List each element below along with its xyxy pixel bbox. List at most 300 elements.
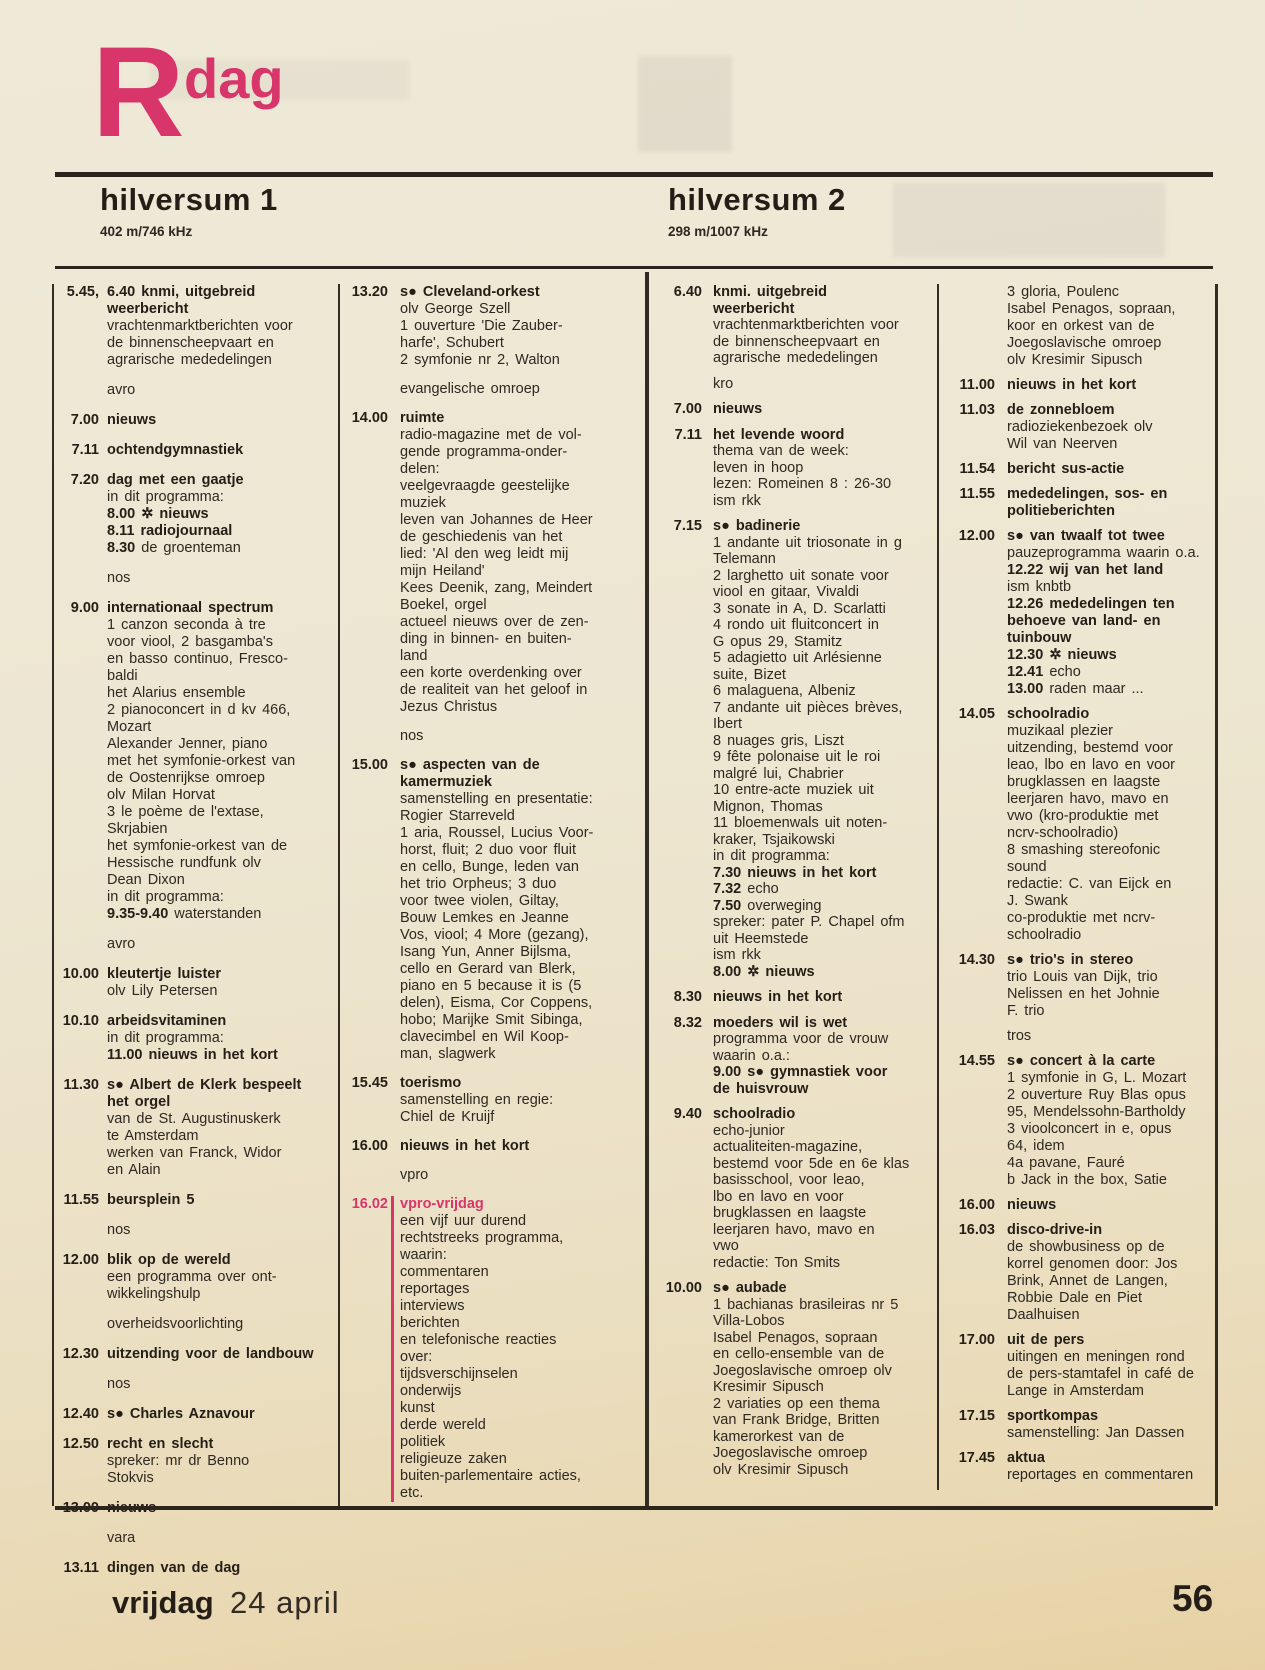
entry-text: suite, Bizet xyxy=(713,666,786,683)
entry-line xyxy=(107,1252,337,1269)
entry-text: het Alarius ensemble xyxy=(107,685,246,701)
entry-line xyxy=(713,700,935,717)
entry-time: 7.00 xyxy=(70,412,99,428)
footer-day: vrijdag xyxy=(112,1585,214,1620)
entry-line xyxy=(107,1145,337,1162)
entry-line xyxy=(400,1230,628,1247)
entry-text: schoolradio xyxy=(1007,927,1082,943)
entry-time: 8.30 xyxy=(673,989,702,1005)
entry-line xyxy=(1007,969,1211,986)
entry-line xyxy=(400,1109,628,1126)
entry-line xyxy=(713,815,935,832)
entry-line xyxy=(713,881,935,898)
entry-text: 9 fête polonaise uit le roi xyxy=(713,749,881,765)
entry-line xyxy=(713,1106,935,1123)
entry-lines xyxy=(713,518,935,980)
entry-line xyxy=(713,683,935,700)
entry-line xyxy=(1007,1155,1211,1172)
entry-text: schoolradio xyxy=(1007,706,1090,722)
entry-line xyxy=(107,489,337,506)
entry-text: s● concert à la carte xyxy=(1007,1053,1156,1069)
entry-text: pauzeprogramma waarin o.a. xyxy=(1007,545,1200,561)
program-entry xyxy=(57,412,337,429)
entry-text: het trio Orpheus; 3 duo xyxy=(400,876,557,892)
entry-line xyxy=(713,964,935,981)
entry-text: uitzending, bestemd voor xyxy=(1007,740,1174,756)
entry-text: olv Milan Horvat xyxy=(107,787,215,803)
entry-lines xyxy=(400,1138,628,1155)
entry-text: de groenteman xyxy=(135,540,241,556)
entry-text: sound xyxy=(1007,859,1047,875)
entry-line xyxy=(400,1332,628,1349)
entry-text: disco-drive-in xyxy=(1007,1222,1103,1238)
entry-text: brugklassen en laagste xyxy=(1007,774,1161,790)
entry-line xyxy=(107,1346,337,1363)
entry-line xyxy=(107,1047,337,1064)
entry-line xyxy=(713,848,935,865)
entry-line xyxy=(713,1123,935,1140)
entry-text: tuinbouw xyxy=(1007,630,1072,646)
entry-text: 1 symfonie in G, L. Mozart xyxy=(1007,1070,1187,1086)
entry-text: Wil van Neerven xyxy=(1007,436,1118,452)
entry-text: weerbericht xyxy=(713,300,795,317)
entry-line xyxy=(713,1139,935,1156)
entry-text: en cello, Bunge, leden van xyxy=(400,859,579,875)
entry-line xyxy=(1007,1467,1211,1484)
entry-text: sportkompas xyxy=(1007,1408,1099,1424)
entry-text: beursplein 5 xyxy=(107,1192,195,1208)
entry-line xyxy=(400,1400,628,1417)
entry-text: Daalhuisen xyxy=(1007,1307,1080,1323)
entry-time: 5.45, xyxy=(66,284,99,300)
entry-text: Joegoslavische omroep olv xyxy=(713,1362,892,1379)
entry-line xyxy=(713,1313,935,1330)
entry-time: 11.55 xyxy=(63,1192,99,1208)
entry-text: radio-magazine met de vol- xyxy=(400,427,582,443)
entry-line xyxy=(400,614,628,631)
entry-line xyxy=(400,1092,628,1109)
entry-line xyxy=(713,749,935,766)
entry-text: uit Heemstede xyxy=(713,930,809,947)
entry-text: spreker: mr dr Benno xyxy=(107,1453,250,1469)
entry-text: lied: 'Al den weg leidt mij xyxy=(400,546,569,562)
entry-text: gende programma-onder- xyxy=(400,444,568,460)
entry-line xyxy=(107,651,337,668)
entry-line xyxy=(713,617,935,634)
entry-line xyxy=(400,1383,628,1400)
entry-text: koor en orkest van de xyxy=(1007,318,1155,334)
entry-text: redactie: C. van Eijck en xyxy=(1007,876,1172,892)
entry-text: 8.30 xyxy=(107,540,136,556)
network-label: overheidsvoorlichting xyxy=(107,1316,244,1332)
entry-text: berichten xyxy=(400,1315,460,1331)
entry-text: nieuws xyxy=(713,401,763,417)
entry-text: en basso continuo, Fresco- xyxy=(107,651,288,667)
entry-text: de binnenscheepvaart en xyxy=(107,335,274,351)
entry-text: etc. xyxy=(400,1485,424,1501)
entry-line xyxy=(713,476,935,493)
entry-text: Stokvis xyxy=(107,1470,154,1486)
entry-text: raden maar ... xyxy=(1043,681,1144,697)
entry-line xyxy=(107,838,337,855)
program-entry xyxy=(57,1013,337,1064)
entry-line xyxy=(1007,301,1211,318)
entry-text: werken van Franck, Widor xyxy=(107,1145,282,1161)
entry-line xyxy=(713,460,935,477)
entry-text: reportages en commentaren xyxy=(1007,1467,1194,1483)
entry-lines xyxy=(1007,486,1211,520)
entry-text: 10 entre-acte muziek uit xyxy=(713,782,874,798)
entry-text: 1 aria, Roussel, Lucius Voor- xyxy=(400,825,594,841)
entry-line xyxy=(1007,335,1211,352)
program-entry xyxy=(945,1222,1211,1324)
entry-line xyxy=(400,1247,628,1264)
entry-lines xyxy=(713,427,935,510)
entry-line xyxy=(107,1111,337,1128)
network-label: avro xyxy=(107,382,136,398)
entry-time: 11.55 xyxy=(959,486,995,502)
entry-text: waarin: xyxy=(400,1247,447,1263)
entry-text: 2 variaties op een thema xyxy=(713,1395,880,1412)
entry-time: 14.30 xyxy=(958,952,995,968)
entry-text: radioziekenbezoek olv xyxy=(1007,419,1153,435)
entry-line xyxy=(1007,1104,1211,1121)
entry-text: 11.00 nieuws in het kort xyxy=(107,1047,278,1063)
entry-text: 6 malaguena, Albeniz xyxy=(713,683,856,699)
entry-line xyxy=(400,597,628,614)
entry-text: in dit programma: xyxy=(107,889,224,905)
entry-text: 12.30 ✲ nieuws xyxy=(1007,647,1117,663)
entry-text: mededelingen, sos- en xyxy=(1007,486,1168,502)
entry-time: 12.00 xyxy=(62,1252,99,1268)
entry-line xyxy=(107,617,337,634)
entry-text: olv Kresimir Sipusch xyxy=(713,1461,849,1478)
entry-text: echo-junior xyxy=(713,1122,785,1139)
entry-line xyxy=(1007,579,1211,596)
entry-text: te Amsterdam xyxy=(107,1128,199,1144)
entry-lines xyxy=(400,757,628,1063)
entry-text: programma voor de vrouw xyxy=(713,1031,889,1047)
entry-text: 4a pavane, Fauré xyxy=(1007,1155,1125,1171)
entry-text: actueel nieuws over de zen- xyxy=(400,614,589,630)
entry-line xyxy=(713,535,935,552)
entry-text: vrachtenmarktberichten voor xyxy=(713,317,899,333)
entry-line xyxy=(107,821,337,838)
entry-line xyxy=(713,1462,935,1479)
entry-text: spreker: pater P. Chapel ofm xyxy=(713,914,905,930)
entry-line xyxy=(713,1396,935,1413)
entry-lines xyxy=(107,412,337,429)
entry-line xyxy=(400,318,628,335)
program-column-h2-morning xyxy=(658,284,935,1487)
entry-line xyxy=(1007,910,1211,927)
entry-line xyxy=(400,631,628,648)
entry-line xyxy=(713,782,935,799)
entry-text: toerismo xyxy=(400,1075,462,1091)
entry-line xyxy=(107,634,337,651)
entry-text: land xyxy=(400,648,428,664)
entry-line xyxy=(1007,377,1211,394)
entry-text: buiten-parlementaire acties, xyxy=(400,1468,581,1484)
entry-text: Mozart xyxy=(107,719,152,735)
entry-line xyxy=(1007,352,1211,369)
program-entry xyxy=(57,1436,337,1487)
entry-line xyxy=(400,1434,628,1451)
entry-line xyxy=(400,529,628,546)
program-entry xyxy=(945,1197,1211,1214)
entry-line xyxy=(400,774,628,791)
entry-time: 16.00 xyxy=(958,1197,995,1213)
logo-dag-text: dag xyxy=(184,47,284,110)
entry-text: ism rkk xyxy=(713,492,761,509)
program-entry xyxy=(658,401,935,418)
entry-text: overweging xyxy=(741,897,822,914)
entry-text: de binnenscheepvaart en xyxy=(713,333,880,350)
entry-text: Villa-Lobos xyxy=(713,1313,785,1329)
entry-line xyxy=(713,427,935,444)
entry-text: knmi. uitgebreid xyxy=(713,284,827,300)
entry-text: een vijf uur durend xyxy=(400,1213,527,1229)
entry-line xyxy=(107,442,337,459)
entry-line xyxy=(1007,808,1211,825)
entry-text: nieuws xyxy=(107,412,157,428)
program-entry xyxy=(57,442,337,459)
entry-line xyxy=(107,318,337,335)
entry-text: internationaal spectrum xyxy=(107,600,274,616)
network-label: nos xyxy=(107,1376,131,1392)
entry-line xyxy=(713,1297,935,1314)
entry-line xyxy=(713,1445,935,1462)
entry-text: 8.00 ✲ nieuws xyxy=(107,506,209,522)
entry-line xyxy=(400,1468,628,1485)
entry-text: leerjaren havo, mavo en xyxy=(1007,791,1169,807)
entry-line xyxy=(713,1255,935,1272)
entry-text: en cello-ensemble van de xyxy=(713,1346,885,1362)
entry-text: Lange in Amsterdam xyxy=(1007,1383,1144,1399)
entry-text: 3 le poème de l'extase, xyxy=(107,804,264,820)
entry-text: van de St. Augustinuskerk xyxy=(107,1111,281,1127)
entry-text: lbo en lavo en voor xyxy=(713,1188,844,1205)
entry-line xyxy=(107,804,337,821)
entry-text: s● trio's in stereo xyxy=(1007,952,1134,968)
entry-text: de geschiedenis van het xyxy=(400,529,563,545)
program-entry xyxy=(945,528,1211,698)
entry-lines xyxy=(1007,706,1211,944)
entry-line xyxy=(1007,859,1211,876)
entry-text: in dit programma: xyxy=(713,848,830,864)
entry-lines xyxy=(1007,952,1211,1020)
entry-text: behoeve van land- en xyxy=(1007,613,1161,629)
network-label: nos xyxy=(107,1222,131,1238)
program-entry xyxy=(346,1196,628,1502)
entry-lines xyxy=(107,442,337,459)
entry-text: 95, Mendelssohn-Bartholdy xyxy=(1007,1104,1186,1120)
entry-lines xyxy=(1007,528,1211,698)
program-column-h1-morning xyxy=(57,284,337,1590)
entry-text: nieuws xyxy=(1007,1197,1057,1213)
entry-text: Isabel Penagos, sopraan, xyxy=(1007,301,1176,317)
entry-line xyxy=(713,898,935,915)
bottom-rule xyxy=(55,1506,1213,1510)
entry-time: 10.00 xyxy=(62,966,99,982)
entry-line xyxy=(713,1379,935,1396)
entry-text: van Frank Bridge, Britten xyxy=(713,1412,880,1428)
entry-line xyxy=(400,563,628,580)
entry-lines xyxy=(1007,1197,1211,1214)
entry-line xyxy=(713,1156,935,1173)
entry-lines xyxy=(713,989,935,1006)
entry-line xyxy=(400,876,628,893)
entry-lines xyxy=(107,966,337,1000)
entry-line xyxy=(107,889,337,906)
entry-text: kunst xyxy=(400,1400,435,1416)
entry-line xyxy=(713,799,935,816)
entry-text: Mignon, Thomas xyxy=(713,798,823,815)
entry-text: samenstelling en regie: xyxy=(400,1092,554,1108)
entry-line xyxy=(107,966,337,983)
network-label: evangelische omroep xyxy=(400,381,540,397)
entry-lines xyxy=(713,1106,935,1271)
entry-text: dingen van de dag xyxy=(107,1560,241,1576)
entry-line xyxy=(400,335,628,352)
station-name: hilversum 2 xyxy=(668,182,846,217)
entry-text: vrachtenmarktberichten voor xyxy=(107,318,293,334)
entry-line xyxy=(1007,986,1211,1003)
entry-text: 8 nuages gris, Liszt xyxy=(713,732,844,749)
entry-text: de realiteit van het geloof in xyxy=(400,682,588,698)
entry-line xyxy=(400,1213,628,1230)
program-entry xyxy=(658,989,935,1006)
entry-text: piano en 5 because it is (5 xyxy=(400,978,582,994)
entry-time: 7.11 xyxy=(674,426,702,443)
entry-text: 6.40 knmi, uitgebreid xyxy=(107,284,256,300)
entry-line xyxy=(400,910,628,927)
entry-line xyxy=(400,1417,628,1434)
program-entry xyxy=(346,410,628,716)
network-label: vpro xyxy=(400,1167,429,1183)
entry-line xyxy=(1007,681,1211,698)
entry-line xyxy=(713,350,935,367)
entry-text: s● Albert de Klerk bespeelt xyxy=(107,1077,302,1093)
entry-text: s● aspecten van de xyxy=(400,757,540,773)
column-divider xyxy=(338,284,340,1506)
radio-guide-logo xyxy=(92,21,284,168)
entry-text: baldi xyxy=(107,668,138,684)
entry-time: 11.54 xyxy=(959,461,995,477)
entry-text: kleutertje luister xyxy=(107,966,222,982)
entry-text: waarin o.a.: xyxy=(713,1047,790,1064)
entry-text: muzikaal plezier xyxy=(1007,723,1113,739)
entry-text: de Oostenrijkse omroep xyxy=(107,770,265,786)
entry-line xyxy=(713,667,935,684)
header-rule xyxy=(55,266,1213,269)
footer-date: 24 april xyxy=(230,1585,340,1620)
program-entry xyxy=(57,284,337,369)
entry-text: derde wereld xyxy=(400,1417,486,1433)
entry-line xyxy=(1007,1003,1211,1020)
entry-line xyxy=(713,1015,935,1032)
entry-line xyxy=(713,1048,935,1065)
entry-text: waterstanden xyxy=(168,906,262,922)
entry-line xyxy=(713,1429,935,1446)
entry-text: 3 vioolconcert in e, opus xyxy=(1007,1121,1172,1137)
entry-text: brugklassen en laagste xyxy=(713,1205,867,1221)
entry-text: Telemann xyxy=(713,551,776,567)
entry-text: Dean Dixon xyxy=(107,872,185,888)
entry-text: Jezus Christus xyxy=(400,699,498,715)
entry-line xyxy=(713,317,935,334)
entry-text: 1 bachianas brasileiras nr 5 xyxy=(713,1296,899,1313)
entry-line xyxy=(107,352,337,369)
entry-text: echo xyxy=(1043,664,1081,680)
entry-line xyxy=(1007,419,1211,436)
entry-time: 11.00 xyxy=(959,377,995,393)
listing-left-border xyxy=(52,284,54,1506)
entry-line xyxy=(107,685,337,702)
entry-text: 1 andante uit triosonate in g xyxy=(713,534,902,551)
entry-text: 5 adagietto uit Arlésienne xyxy=(713,650,882,666)
program-entry xyxy=(945,486,1211,520)
page-number: 56 xyxy=(1172,1578,1214,1619)
entry-time: 6.40 xyxy=(673,284,702,300)
entry-text: Chiel de Kruijf xyxy=(400,1109,495,1125)
entry-text: 12.41 xyxy=(1007,664,1044,680)
entry-line xyxy=(1007,1425,1211,1442)
entry-line xyxy=(713,914,935,931)
entry-line xyxy=(1007,284,1211,301)
entry-text: nieuws in het kort xyxy=(1007,377,1137,393)
program-entry xyxy=(945,284,1211,369)
entry-line xyxy=(400,352,628,369)
entry-line xyxy=(713,568,935,585)
entry-time: 14.00 xyxy=(351,410,388,426)
entry-line xyxy=(107,412,337,429)
entry-line xyxy=(107,1453,337,1470)
entry-text: s● badinerie xyxy=(713,518,801,534)
entry-text: ncrv-schoolradio) xyxy=(1007,825,1119,841)
entry-lines xyxy=(713,1280,935,1478)
top-rule xyxy=(55,172,1213,177)
entry-line xyxy=(713,1238,935,1255)
entry-line xyxy=(713,716,935,733)
entry-time: 7.20 xyxy=(70,472,99,488)
entry-text: Vos, viool; 4 More (gezang), xyxy=(400,927,589,943)
entry-text: tijdsverschijnselen xyxy=(400,1366,518,1382)
entry-text: 8.00 ✲ nieuws xyxy=(713,963,815,980)
program-entry xyxy=(57,600,337,923)
entry-line xyxy=(1007,774,1211,791)
entry-time: 13.20 xyxy=(351,284,388,300)
entry-time: 8.32 xyxy=(673,1014,702,1031)
entry-text: olv George Szell xyxy=(400,301,511,317)
entry-line xyxy=(107,523,337,540)
entry-time: 14.05 xyxy=(958,706,995,722)
entry-time: 9.00 xyxy=(70,600,99,616)
entry-line xyxy=(400,410,628,427)
entry-line xyxy=(1007,1172,1211,1189)
entry-line xyxy=(107,1013,337,1030)
entry-text: 11 bloemenwals uit noten- xyxy=(713,815,888,831)
entry-lines xyxy=(1007,1450,1211,1484)
entry-line xyxy=(400,478,628,495)
entry-text: de showbusiness op de xyxy=(1007,1239,1165,1255)
entry-line xyxy=(107,770,337,787)
entry-time: 9.40 xyxy=(673,1106,702,1122)
entry-text: het orgel xyxy=(107,1094,171,1110)
entry-text: 2 symfonie nr 2, Walton xyxy=(400,352,560,368)
entry-line xyxy=(713,865,935,882)
entry-line xyxy=(1007,545,1211,562)
